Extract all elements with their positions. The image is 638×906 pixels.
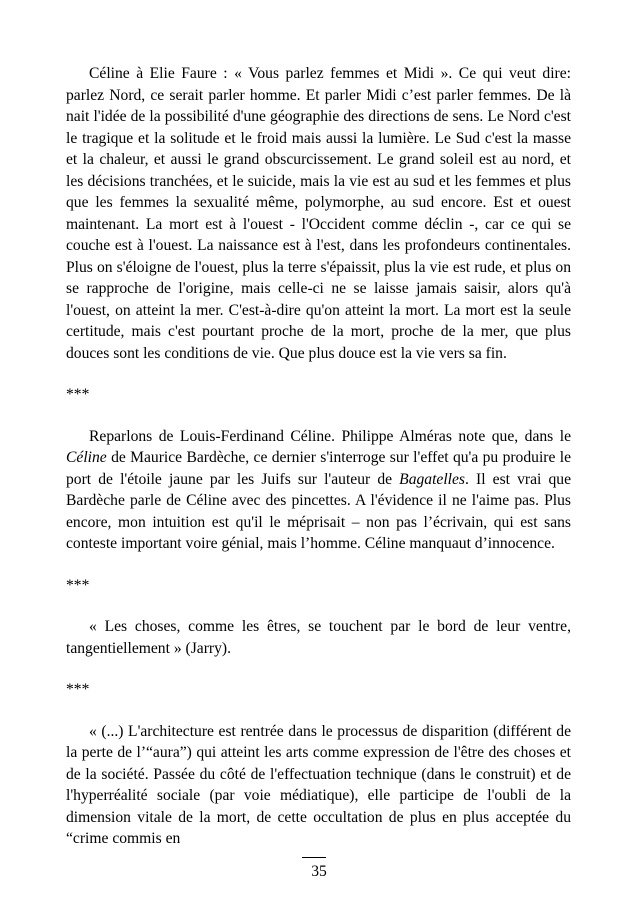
section-separator: *** (66, 576, 90, 594)
paragraph-celine-faure: Céline à Elie Faure : « Vous parlez femmes et Midi ». Ce qui veut dire: parlez Nord, ce serait parler homme. Et parler Midi c’est parler femmes. De là nait l'idée de la possibilité d'une géographie des directions de sens. Le Nord c'est le tragique et la solitude et le froid mais aussi la lumière. Le Sud c'est la masse et la chaleur, et aussi le grand obscurcissement. Le grand soleil est au nord, et les décisions tranchées, et le suicide, mais la vie est au sud et les femmes et plus que les femmes la sexualité même, polymorphe, au sud encore. Est et ouest maintenant. La mort est à l'ouest - l'Occident comme déclin -, car ce qui se couche est à l'ouest. La naissance est à l'est, dans les profondeurs continentales. Plus on s'éloigne de l'ouest, plus la terre s'épaissit, plus la vie est rude, et plus on se rapproche de l'origine, mais celle-ci ne se laisse jamais saisir, alors qu'à l'ouest, on atteint la mer. C'est-à-dire qu'on atteint la mort. La mort est la seule certitude, mais c'est pourtant proche de la mort, proche de la mer, que plus douces sont les conditions de vie. Que plus douce est la vie vers sa fin. (66, 65, 571, 362)
paragraph-jarry-quote: « Les choses, comme les êtres, se touchent par le bord de leur ventre, tangentiellement » (Jarry). (66, 618, 571, 657)
footer-rule (302, 857, 326, 858)
section-separator: *** (66, 386, 90, 403)
book-title-celine: Céline (66, 449, 107, 466)
book-title-bagatelles: Bagatelles (399, 470, 465, 488)
paragraph-text: de Maurice Bardèche, ce dernier s'interroge sur l'effet qu'a pu produire le port de l'étoile jaune par les Juifs sur l'auteur de (66, 449, 571, 488)
paragraph-architecture-quote: « (...) L'architecture est rentrée dans le processus de disparition (différent de la perte de l’“aura”) qui atteint les arts comme expression de l'être des choses et de la société. Passée du côté de l'effectuation technique (dans le construit) et de l'hyperréalité sociale (par voie médiatique), elle participe de l'oubli de la dimension vitale de la mort, de cette occultation de plus en plus acceptée du “crime commis en (66, 722, 571, 847)
page-number: 35 (311, 863, 327, 880)
paragraph-text: . Il est vrai que Bardèche parle de Céline avec des pincettes. A l'évidence il ne l'aime pas. Plus encore, mon intuition est qu'il le méprisait – non pas l’écrivain, qui est sans conteste important voire génial, mais l’homme. Céline manquaut d’innocence. (66, 470, 571, 552)
page-body (66, 63, 571, 850)
section-separator: *** (66, 681, 90, 698)
paragraph-almeras-bardeche (66, 426, 571, 555)
paragraph-text: Reparlons de Louis-Ferdinand Céline. Philippe Alméras note que, dans le (89, 427, 571, 445)
